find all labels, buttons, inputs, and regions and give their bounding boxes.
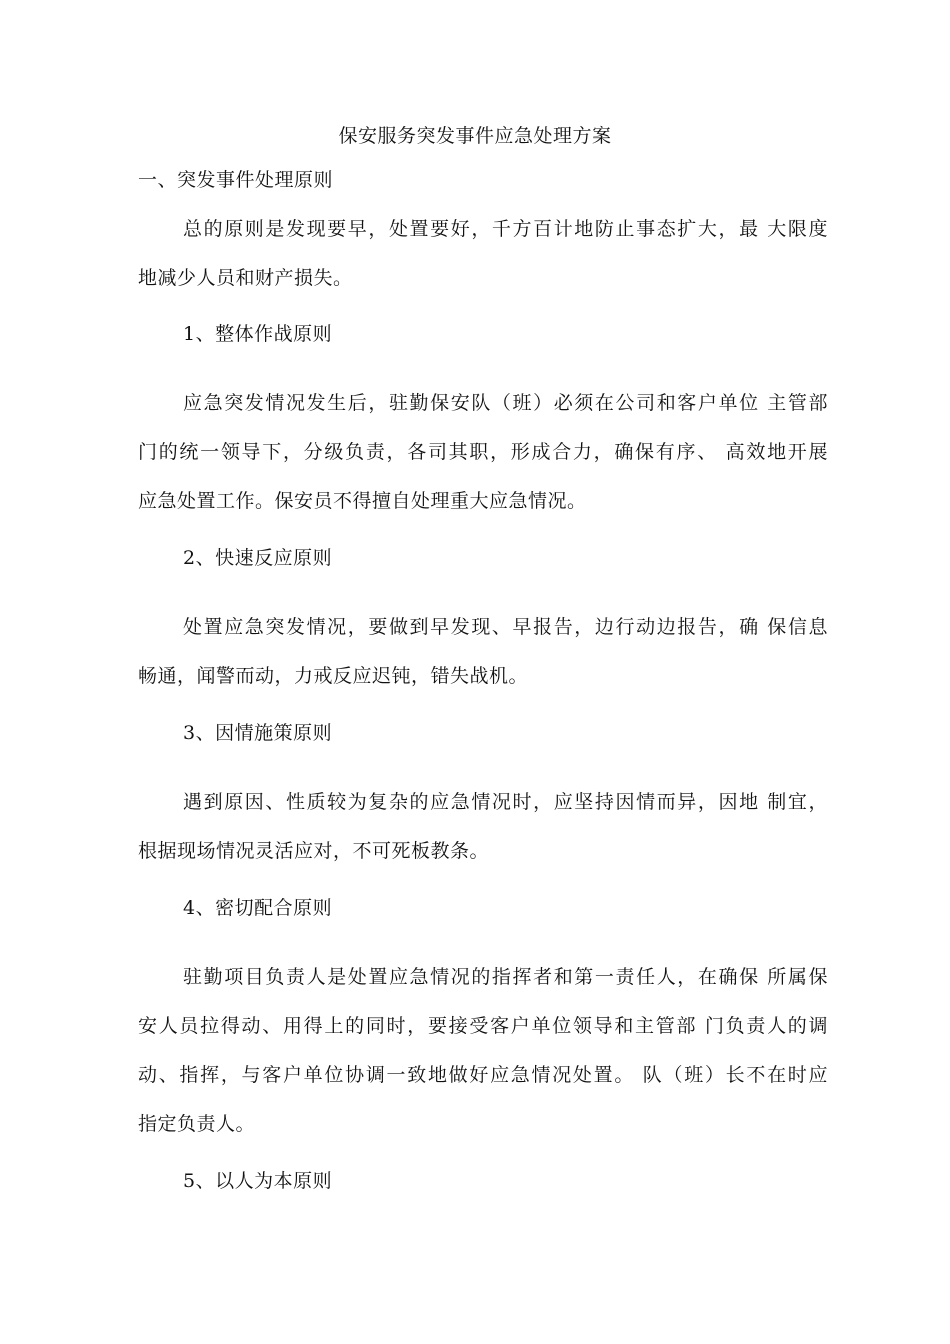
principle-heading-3: 3、因情施策原则: [183, 722, 333, 744]
principle-2-line-2: 畅通，闻警而动，力戒反应迟钝，错失战机。: [138, 665, 529, 687]
principle-3-line-2: 根据现场情况灵活应对，不可死板教条。: [138, 840, 490, 862]
principle-4-line-4: 指定负责人。: [138, 1113, 256, 1135]
principle-4-line-3: 动、指挥，与客户单位协调一致地做好应急情况处置。 队（班）长不在时应: [138, 1064, 828, 1086]
intro-line-2: 地减少人员和财产损失。: [138, 267, 353, 289]
principle-2-line-1: 处置应急突发情况，要做到早发现、早报告，边行动边报告，确 保信息: [183, 616, 828, 638]
section-heading: 一、突发事件处理原则: [138, 169, 334, 191]
principle-1-line-1: 应急突发情况发生后，驻勤保安队（班）必须在公司和客户单位 主管部: [183, 392, 828, 414]
principle-4-line-2: 安人员拉得动、用得上的同时，要接受客户单位领导和主管部 门负责人的调: [138, 1015, 828, 1037]
document-title: 保安服务突发事件应急处理方案: [338, 125, 612, 147]
principle-heading-4: 4、密切配合原则: [183, 897, 333, 919]
intro-line-1: 总的原则是发现要早，处置要好，千方百计地防止事态扩大，最 大限度: [183, 218, 828, 240]
principle-heading-5: 5、以人为本原则: [183, 1170, 333, 1192]
principle-1-line-3: 应急处置工作。保安员不得擅自处理重大应急情况。: [138, 490, 587, 512]
principle-4-line-1: 驻勤项目负责人是处置应急情况的指挥者和第一责任人，在确保 所属保: [183, 966, 828, 988]
principle-3-line-1: 遇到原因、性质较为复杂的应急情况时，应坚持因情而异，因地 制宜，: [183, 791, 828, 813]
principle-heading-1: 1、整体作战原则: [183, 323, 333, 345]
principle-heading-2: 2、快速反应原则: [183, 547, 333, 569]
principle-1-line-2: 门的统一领导下，分级负责，各司其职，形成合力，确保有序、 高效地开展: [138, 441, 828, 463]
